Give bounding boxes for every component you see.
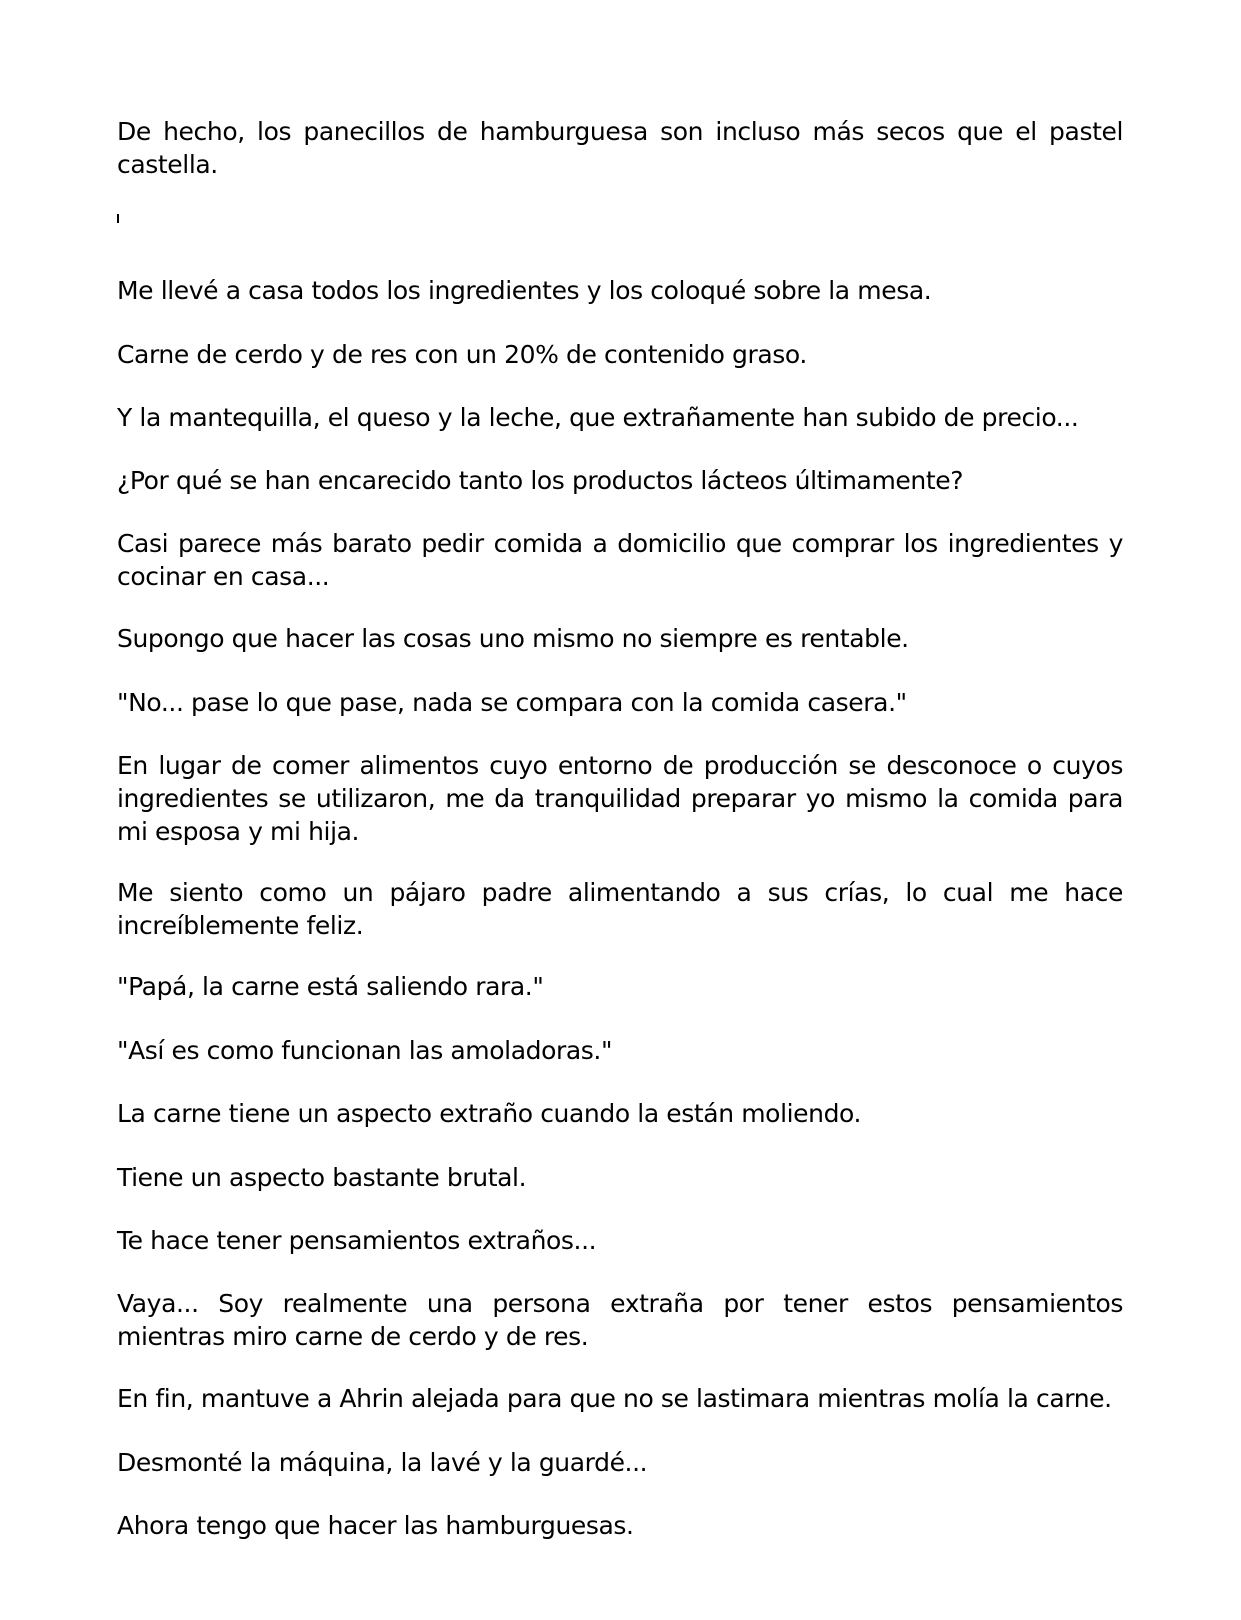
paragraph-10: Me siento como un pájaro padre alimentando a sus crías, lo cual me hace increíblemente feliz. [117, 878, 1123, 940]
paragraph-7: Supongo que hacer las cosas uno mismo no siempre es rentable. [117, 624, 909, 653]
paragraph-9: En lugar de comer alimentos cuyo entorno de producción se desconoce o cuyos ingredientes se utilizaron, me da tranquilidad preparar yo mismo la comida para mi esposa y mi hija. [117, 751, 1123, 846]
paragraph-15: Te hace tener pensamientos extraños... [117, 1226, 597, 1255]
paragraph-8: "No... pase lo que pase, nada se compara con la comida casera." [117, 688, 907, 717]
paragraph-13: La carne tiene un aspecto extraño cuando la están moliendo. [117, 1099, 862, 1128]
paragraph-1: De hecho, los panecillos de hamburguesa son incluso más secos que el pastel castella. [117, 117, 1123, 179]
paragraph-12: "Así es como funcionan las amoladoras." [117, 1036, 613, 1065]
paragraph-14: Tiene un aspecto bastante brutal. [117, 1163, 527, 1192]
paragraph-16: Vaya... Soy realmente una persona extraña por tener estos pensamientos mientras miro carne de cerdo y de res. [117, 1289, 1123, 1351]
paragraph-6: Casi parece más barato pedir comida a domicilio que comprar los ingredientes y cocinar en casa... [117, 529, 1123, 591]
paragraph-4: Y la mantequilla, el queso y la leche, que extrañamente han subido de precio... [117, 403, 1079, 432]
paragraph-11: "Papá, la carne está saliendo rara." [117, 972, 544, 1001]
paragraph-5: ¿Por qué se han encarecido tanto los productos lácteos últimamente? [117, 466, 964, 495]
paragraph-19: Ahora tengo que hacer las hamburguesas. [117, 1511, 634, 1540]
paragraph-18: Desmonté la máquina, la lavé y la guardé... [117, 1448, 648, 1477]
stray-mark [117, 214, 119, 223]
paragraph-2: Me llevé a casa todos los ingredientes y los coloqué sobre la mesa. [117, 276, 932, 305]
paragraph-3: Carne de cerdo y de res con un 20% de contenido graso. [117, 340, 807, 369]
paragraph-17: En fin, mantuve a Ahrin alejada para que no se lastimara mientras molía la carne. [117, 1384, 1112, 1413]
